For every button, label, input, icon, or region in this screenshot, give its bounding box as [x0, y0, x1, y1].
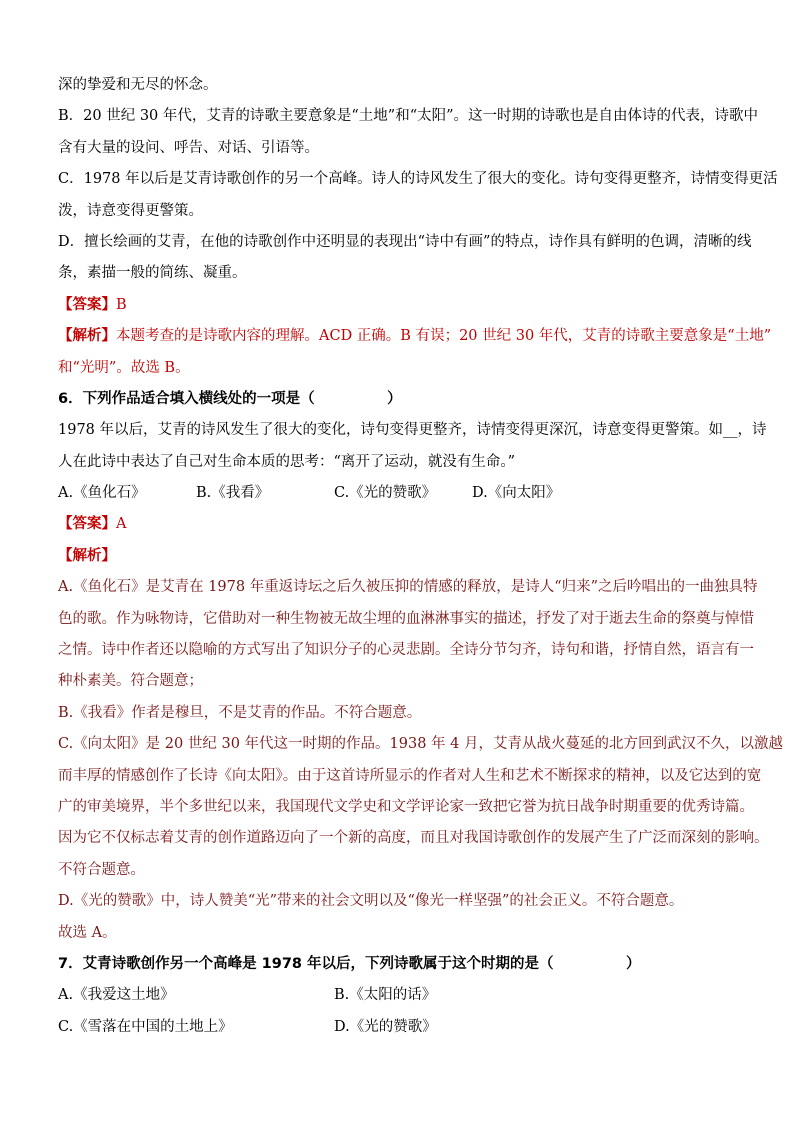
- option-a: A.《鱼化石》: [58, 485, 146, 502]
- analysis-c: 广的审美境界，半个多世纪以来，我国现代文学史和文学评论家一致把它誉为抗日战争时期重要的优秀诗篇。: [58, 798, 754, 815]
- text-line: 深的挚爱和无尽的怀念。: [58, 77, 218, 93]
- analysis-c: 因为它不仅标志着艾青的创作道路迈向了一个新的高度，而且对我国诗歌创作的发展产生了广泛而深刻的影响。: [58, 830, 769, 847]
- text-line: 含有大量的设问、呼告、对话、引语等。: [58, 139, 319, 156]
- analysis-text: 本题考查的是诗歌内容的理解。ACD 正确。B 有误；20 世纪 30 年代，艾青的诗歌主要意象是“土地”: [116, 328, 772, 345]
- answer-value: B: [116, 296, 127, 313]
- q6-analysis-heading: [58, 547, 748, 566]
- q5-analysis: [58, 327, 772, 346]
- analysis-tag: 【解析】: [58, 547, 116, 564]
- text-line: 条，素描一般的简练、凝重。: [58, 265, 247, 282]
- q5-answer: [58, 296, 748, 315]
- analysis-d: D.《光的赞歌》中，诗人赞美“光”带来的社会文明以及“像光一样坚强”的社会正义。不符合题意。: [58, 893, 684, 910]
- option-d: D.《光的赞歌》: [334, 1018, 437, 1035]
- analysis-tag: 【解析】: [58, 328, 116, 345]
- question-7-title: 7．艾青诗歌创作另一个高峰是 1978 年以后，下列诗歌属于这个时期的是（ ）: [58, 955, 641, 972]
- option-d: D.《向太阳》: [472, 485, 561, 502]
- answer-tag: 【答案】: [58, 296, 116, 313]
- analysis-c: 而丰厚的情感创作了长诗《向太阳》。由于这首诗所显示的作者对人生和艺术不断探求的精神，以及它达到的宽: [58, 767, 762, 784]
- question-6-options: [58, 484, 748, 503]
- analysis-c: C.《向太阳》是 20 世纪 30 年代这一时期的作品。1938 年 4 月，艾青从战火蔓延的北方回到武汉不久，以激越: [58, 736, 783, 753]
- option-c: C.《雪落在中国的土地上》: [58, 1018, 233, 1035]
- document-page: [58, 76, 783, 1049]
- q6-answer: [58, 515, 748, 534]
- analysis-conclusion: 故选 A。: [58, 924, 117, 941]
- question-6-stem: 1978 年以后，艾青的诗风发生了很大的变化，诗句变得更整齐，诗情变得更深沉，诗意变得更警策。如__，诗: [58, 422, 767, 439]
- question-7-options-row1: [58, 986, 748, 1005]
- answer-tag: 【答案】: [58, 516, 116, 533]
- option-b: B.《我看》: [196, 485, 270, 502]
- option-b: B.《太阳的话》: [334, 987, 437, 1004]
- question-7-options-row2: [58, 1018, 748, 1037]
- analysis-a: 之情。诗中作者还以隐喻的方式写出了知识分子的心灵悲剧。全诗分节匀齐，诗句和谐，抒情自然，语言有一: [58, 642, 754, 659]
- analysis-a: 色的歌。作为咏物诗，它借助对一种生物被无故尘埋的血淋淋事实的描述，抒发了对于逝去生命的祭奠与悼惜: [58, 610, 754, 627]
- question-6-stem: 人在此诗中表达了自己对生命本质的思考：“离开了运动，就没有生命。”: [58, 453, 516, 470]
- analysis-a: 种朴素美。符合题意；: [58, 673, 203, 690]
- option-c: C.《光的赞歌》: [334, 485, 437, 502]
- option-b-line: B．20 世纪 30 年代，艾青的诗歌主要意象是“土地”和“太阳”。这一时期的诗歌也是自由体诗的代表，诗歌中: [58, 108, 759, 125]
- option-c-line: C．1978 年以后是艾青诗歌创作的另一个高峰。诗人的诗风发生了很大的变化。诗句变得更整齐，诗情变得更活: [58, 171, 778, 188]
- question-6-title: 6．下列作品适合填入横线处的一项是（ ）: [58, 390, 402, 407]
- analysis-c: 不符合题意。: [58, 861, 145, 878]
- analysis-text: 和“光明”。故选 B。: [58, 359, 190, 376]
- answer-value: A: [116, 516, 127, 533]
- analysis-b: B.《我看》作者是穆旦，不是艾青的作品。不符合题意。: [58, 704, 422, 721]
- analysis-a: A.《鱼化石》是艾青在 1978 年重返诗坛之后久被压抑的情感的释放，是诗人“归来”之后吟唱出的一曲独具特: [58, 579, 758, 596]
- option-a: A.《我爱这土地》: [58, 987, 175, 1004]
- option-d-line: D．擅长绘画的艾青，在他的诗歌创作中还明显的表现出“诗中有画”的特点，诗作具有鲜明的色调，清晰的线: [58, 233, 752, 250]
- text-line: 泼，诗意变得更警策。: [58, 202, 203, 219]
